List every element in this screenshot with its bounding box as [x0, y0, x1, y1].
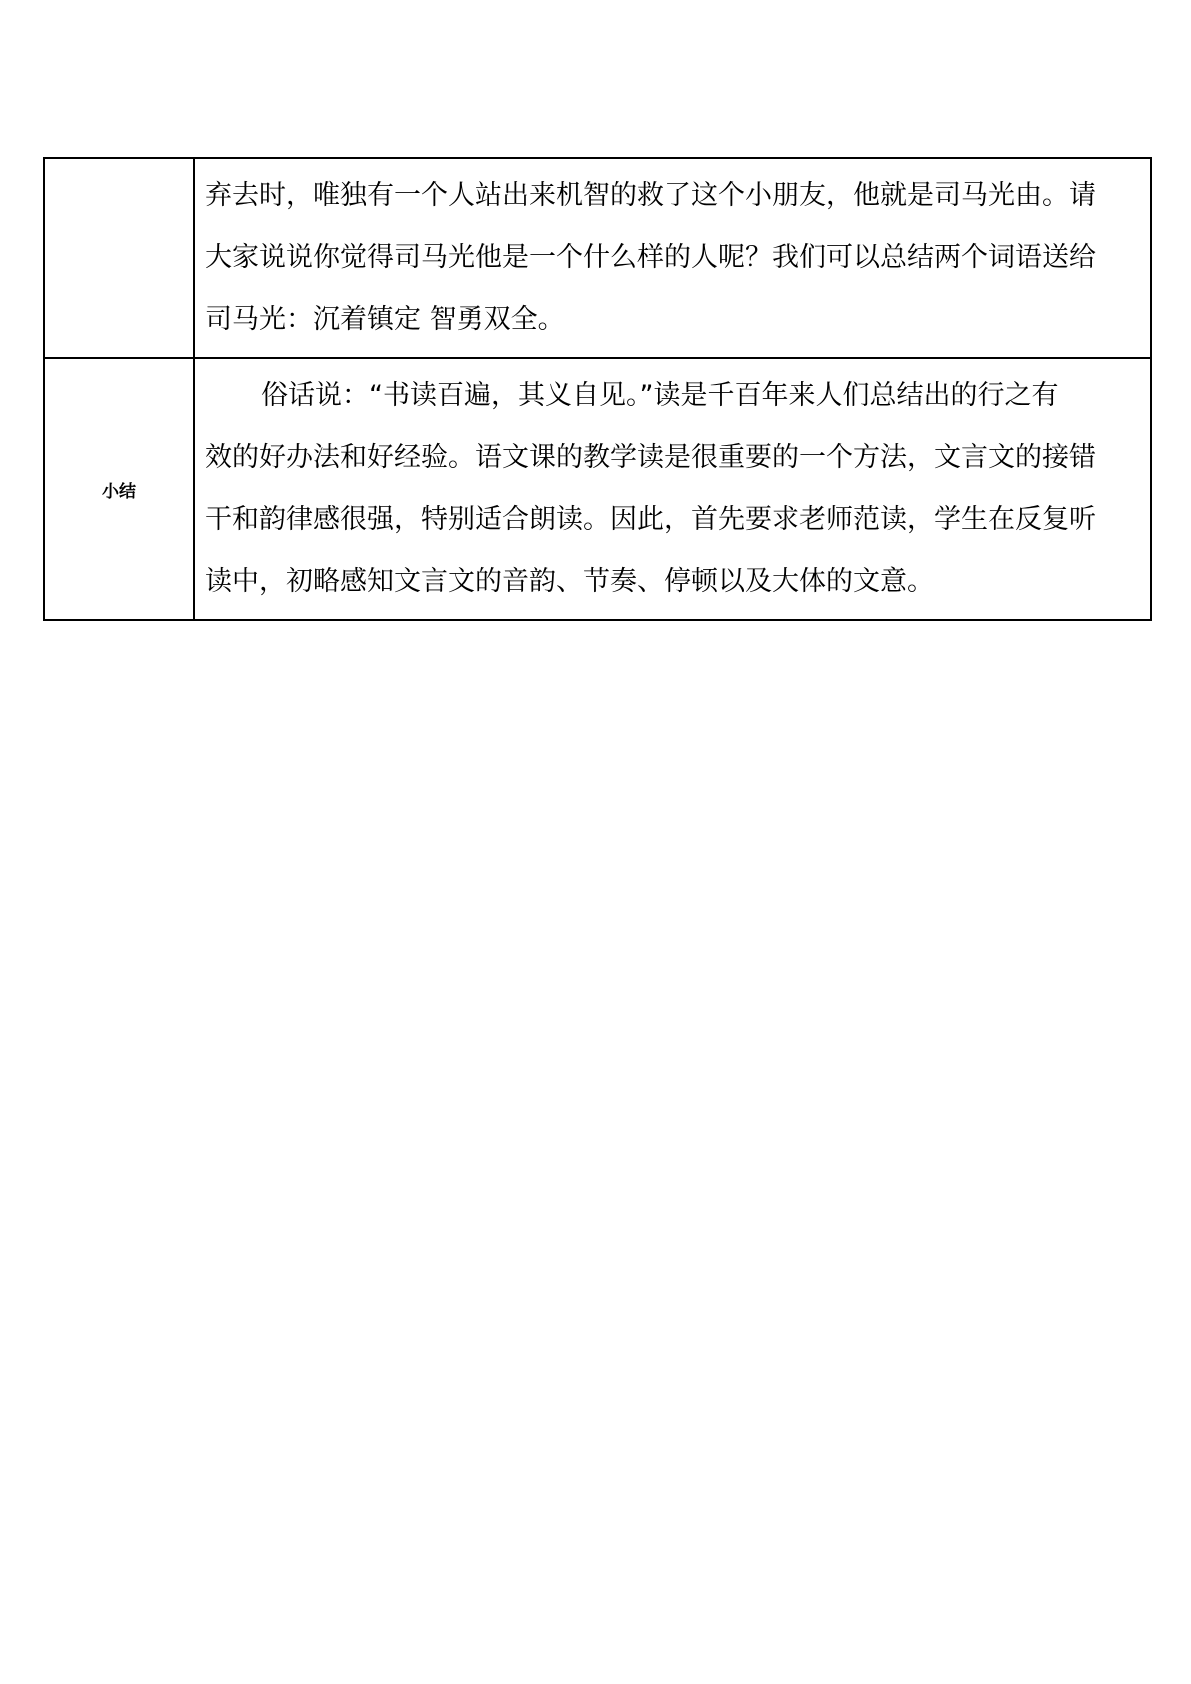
- content-line: 干和韵律感很强，特别适合朗读。因此，首先要求老师范读，学生在反复听: [205, 504, 1096, 535]
- content-line: 读中，初略感知文言文的音韵、节奏、停顿以及大体的文意。: [205, 566, 934, 597]
- content-line: 大家说说你觉得司马光他是一个什么样的人呢？我们可以总结两个词语送给: [205, 242, 1096, 273]
- row-content: [194, 158, 1151, 358]
- content-line: 司马光：沉着镇定 智勇双全。: [205, 304, 565, 335]
- table-row: [44, 158, 1151, 358]
- content-line: 效的好办法和好经验。语文课的教学读是很重要的一个方法，文言文的接错: [205, 442, 1096, 473]
- row-content: [194, 358, 1151, 620]
- content-line: 弃去时，唯独有一个人站出来机智的救了这个小朋友，他就是司马光由。请: [205, 180, 1096, 211]
- lesson-plan-table: [43, 157, 1152, 621]
- table-row: [44, 358, 1151, 620]
- row-label: [44, 158, 194, 358]
- row-label: 小结: [44, 358, 194, 620]
- content-line: 俗话说：“书读百遍，其义自见。”读是千百年来人们总结出的行之有: [261, 380, 1059, 411]
